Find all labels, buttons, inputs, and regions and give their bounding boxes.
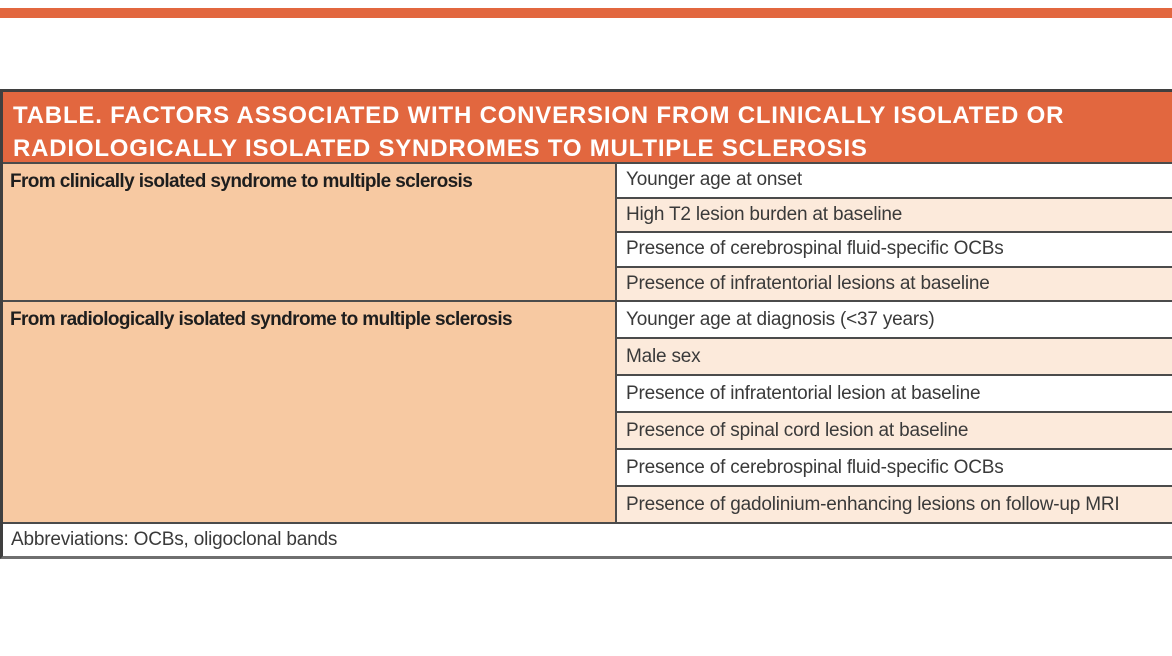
factor-rows (617, 302, 1172, 522)
factor-rows (617, 164, 1172, 300)
group-label-cell: From radiologically isolated syndrome to multiple sclerosis (3, 302, 617, 522)
factor-cell: Male sex (617, 339, 1172, 376)
group-label-cell: From clinically isolated syndrome to multiple sclerosis (3, 164, 617, 300)
factor-cell: Presence of infratentorial lesions at baseline (617, 268, 1172, 301)
factor-cell: Presence of infratentorial lesion at baseline (617, 376, 1172, 413)
factors-table (0, 89, 1172, 559)
factor-cell: Younger age at diagnosis (<37 years) (617, 302, 1172, 339)
footnote-text: Abbreviations: OCBs, oligoclonal bands (11, 529, 338, 550)
factor-cell: Presence of cerebrospinal fluid-specific OCBs (617, 450, 1172, 487)
factor-cell: High T2 lesion burden at baseline (617, 199, 1172, 234)
factor-cell: Presence of cerebrospinal fluid-specific OCBs (617, 233, 1172, 268)
factor-cell: Presence of gadolinium-enhancing lesions on follow-up MRI (617, 487, 1172, 522)
footnote-row (3, 524, 1172, 556)
table-group-row (3, 302, 1172, 524)
table-title-line-1: TABLE. FACTORS ASSOCIATED WITH CONVERSION FROM CLINICALLY ISOLATED OR (13, 102, 1065, 129)
factor-cell: Presence of spinal cord lesion at baseline (617, 413, 1172, 450)
table-body (3, 164, 1172, 524)
table-group-row (3, 164, 1172, 302)
table-title-line-2: RADIOLOGICALLY ISOLATED SYNDROMES TO MULTIPLE SCLEROSIS (13, 135, 868, 162)
page-top-rule (0, 8, 1172, 18)
factor-cell: Younger age at onset (617, 164, 1172, 199)
table-header (3, 92, 1172, 164)
